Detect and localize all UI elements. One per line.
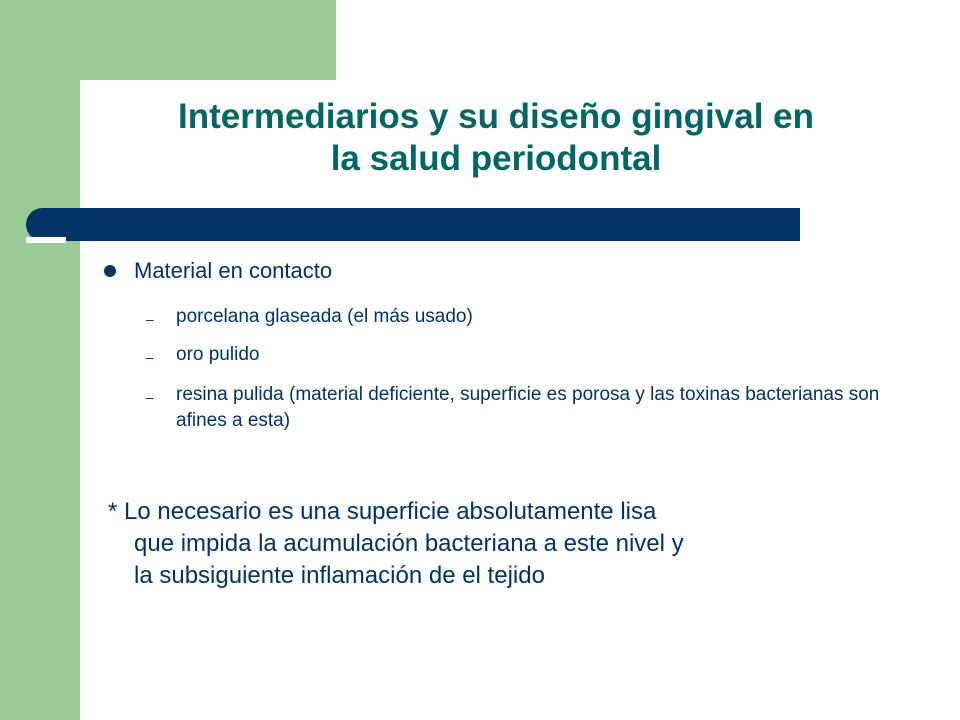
dash-icon: – (146, 311, 154, 327)
sub-bullet-3 (146, 382, 896, 434)
sub-bullet-text: oro pulido (176, 344, 260, 365)
sub-bullet-text: porcelana glaseada (el más usado) (176, 306, 473, 327)
bar-notch (26, 237, 66, 243)
sub-bullet-2 (146, 342, 896, 368)
slide-title (96, 96, 896, 180)
dash-icon: – (146, 389, 154, 405)
main-bullet-text: Material en contacto (134, 258, 333, 283)
decorative-green-band (0, 0, 80, 720)
bullet-dot-icon (104, 265, 116, 277)
main-bullet (104, 256, 332, 286)
dash-icon: – (146, 349, 154, 365)
title-line-1: Intermediarios y su diseño gingival en (178, 97, 814, 136)
footnote-line-1: * Lo necesario es una superficie absolutamente lisa (108, 498, 657, 525)
title-line-2: la salud periodontal (330, 139, 662, 178)
footnote-line-3: la subsiguiente inflamación de el tejido (134, 562, 545, 589)
title-underline-bar (26, 208, 800, 241)
footnote-line-2: que impida la acumulación bacteriana a este nivel y (134, 530, 684, 557)
sub-bullet-text: resina pulida (material deficiente, superficie es porosa y las toxinas bacterianas son afines a esta) (176, 384, 880, 431)
sub-bullet-1 (146, 304, 896, 330)
footnote (108, 496, 888, 592)
decorative-green-block (80, 0, 336, 80)
